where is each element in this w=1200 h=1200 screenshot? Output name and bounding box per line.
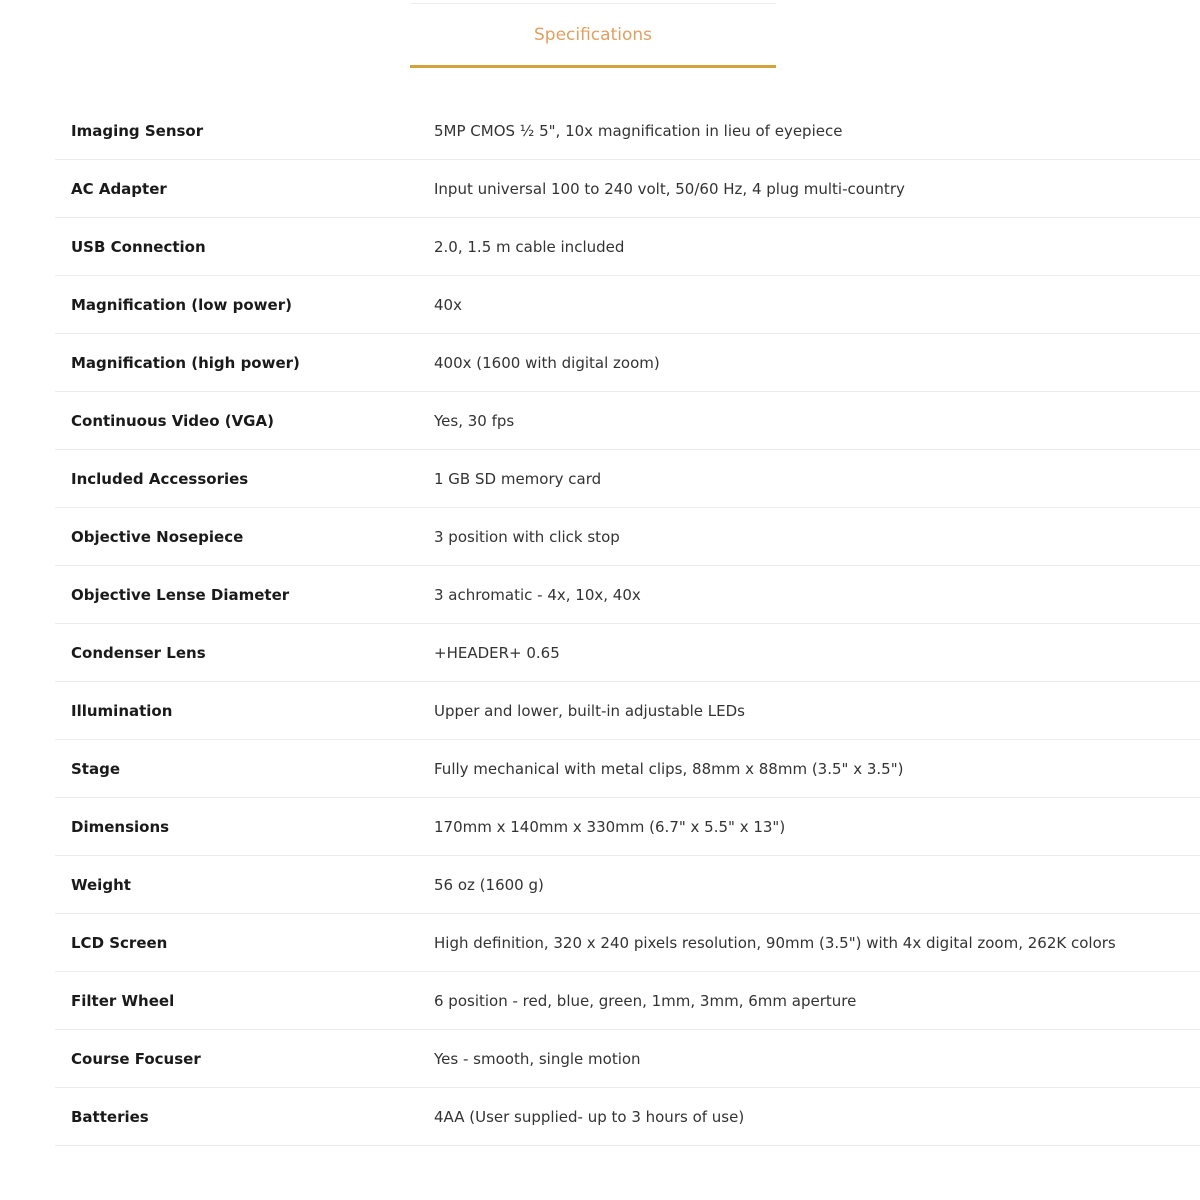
spec-row bbox=[55, 218, 1200, 276]
spec-label: Magnification (high power) bbox=[71, 353, 300, 372]
spec-value: 2.0, 1.5 m cable included bbox=[434, 237, 625, 256]
spec-value: 40x bbox=[434, 295, 462, 314]
spec-label: Objective Lense Diameter bbox=[71, 585, 290, 604]
spec-label: Weight bbox=[71, 875, 131, 894]
spec-value: 400x (1600 with digital zoom) bbox=[434, 353, 660, 372]
spec-label: LCD Screen bbox=[71, 933, 168, 952]
spec-value: 170mm x 140mm x 330mm (6.7" x 5.5" x 13") bbox=[434, 817, 786, 836]
spec-label: Continuous Video (VGA) bbox=[71, 411, 274, 430]
specifications-table bbox=[55, 102, 1200, 1146]
spec-value: Yes - smooth, single motion bbox=[434, 1049, 641, 1068]
spec-label: Condenser Lens bbox=[71, 643, 206, 662]
spec-row bbox=[55, 682, 1200, 740]
spec-label: Illumination bbox=[71, 701, 173, 720]
spec-label: Dimensions bbox=[71, 817, 170, 836]
spec-row bbox=[55, 740, 1200, 798]
spec-value: Fully mechanical with metal clips, 88mm x 88mm (3.5" x 3.5") bbox=[434, 759, 904, 778]
spec-value: +HEADER+ 0.65 bbox=[434, 643, 560, 662]
spec-value: 56 oz (1600 g) bbox=[434, 875, 544, 894]
spec-value: Yes, 30 fps bbox=[434, 411, 515, 430]
spec-label: Objective Nosepiece bbox=[71, 527, 244, 546]
spec-label: Included Accessories bbox=[71, 469, 249, 488]
spec-row bbox=[55, 160, 1200, 218]
spec-row bbox=[55, 102, 1200, 160]
spec-row bbox=[55, 276, 1200, 334]
spec-row bbox=[55, 798, 1200, 856]
tab-specifications[interactable]: Specifications bbox=[533, 24, 652, 45]
spec-value: 1 GB SD memory card bbox=[434, 469, 602, 488]
spec-label: Magnification (low power) bbox=[71, 295, 292, 314]
spec-row bbox=[55, 566, 1200, 624]
spec-row bbox=[55, 508, 1200, 566]
spec-value: 6 position - red, blue, green, 1mm, 3mm, 6mm aperture bbox=[434, 991, 857, 1010]
spec-row bbox=[55, 856, 1200, 914]
spec-label: Stage bbox=[71, 759, 121, 778]
spec-row bbox=[55, 972, 1200, 1030]
spec-row bbox=[55, 1088, 1200, 1146]
spec-value: High definition, 320 x 240 pixels resolution, 90mm (3.5") with 4x digital zoom, 262K colors bbox=[434, 933, 1116, 952]
spec-label: USB Connection bbox=[71, 237, 206, 256]
spec-row bbox=[55, 334, 1200, 392]
active-tab-underline bbox=[410, 65, 776, 68]
spec-row bbox=[55, 914, 1200, 972]
spec-row bbox=[55, 450, 1200, 508]
spec-value: 3 position with click stop bbox=[434, 527, 620, 546]
spec-label: Batteries bbox=[71, 1107, 149, 1126]
spec-label: Imaging Sensor bbox=[71, 121, 204, 140]
spec-label: AC Adapter bbox=[71, 179, 167, 198]
spec-row bbox=[55, 392, 1200, 450]
spec-value: 4AA (User supplied- up to 3 hours of use) bbox=[434, 1107, 745, 1126]
spec-row bbox=[55, 1030, 1200, 1088]
spec-label: Filter Wheel bbox=[71, 991, 175, 1010]
spec-value: 5MP CMOS ½ 5", 10x magnification in lieu of eyepiece bbox=[434, 121, 843, 140]
spec-row bbox=[55, 624, 1200, 682]
spec-value: 3 achromatic - 4x, 10x, 40x bbox=[434, 585, 641, 604]
spec-label: Course Focuser bbox=[71, 1049, 201, 1068]
tab-bar bbox=[410, 3, 776, 68]
spec-value: Upper and lower, built-in adjustable LEDs bbox=[434, 701, 745, 720]
spec-value: Input universal 100 to 240 volt, 50/60 Hz, 4 plug multi-country bbox=[434, 179, 905, 198]
